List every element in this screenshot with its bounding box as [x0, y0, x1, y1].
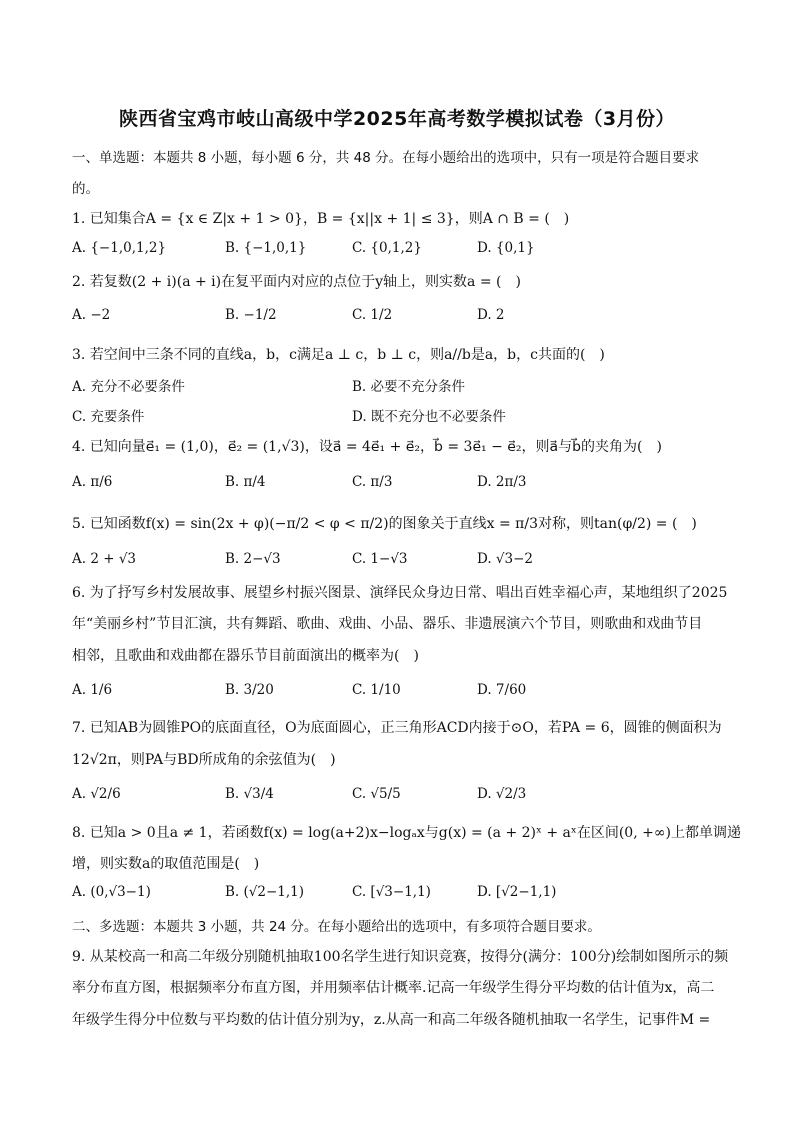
question-6-option-c[interactable]: C. 1/10	[352, 682, 401, 698]
question-1-option-c[interactable]: C. {0,1,2}	[352, 240, 422, 256]
question-6-text-line2: 年“美丽乡村”节目汇演，共有舞蹈、歌曲、戏曲、小品、器乐、非遗展演六个节目，则歌曲和戏曲节目	[72, 616, 703, 632]
question-8-option-c[interactable]: C. [√3−1,1)	[352, 884, 431, 900]
question-2-option-c[interactable]: C. 1/2	[352, 307, 393, 323]
question-9-text-line3: 年级学生得分中位数与平均数的估计值分别为y，z.从高一和高二年级各随机抽取一名学生，记事件M =	[72, 1012, 711, 1028]
question-7-text-line1: 7. 已知AB为圆锥PO的底面直径，O为底面圆心，正三角形ACD内接于⊙O，若PA = 6，圆锥的侧面积为	[72, 720, 722, 736]
question-3-option-b[interactable]: B. 必要不充分条件	[352, 379, 466, 395]
question-7-option-b[interactable]: B. √3/4	[225, 786, 274, 802]
question-7-option-a[interactable]: A. √2/6	[72, 786, 121, 802]
question-8-option-d[interactable]: D. [√2−1,1)	[477, 884, 557, 900]
question-4-text: 4. 已知向量e⃗₁ = (1,0)，e⃗₂ = (1,√3)，设a⃗ = 4e⃗₁ + e⃗₂，b⃗ = 3e⃗₁ − e⃗₂，则a⃗与b⃗的夹角为( )	[72, 439, 662, 455]
question-5-option-a[interactable]: A. 2 + √3	[72, 551, 137, 567]
question-5-option-c[interactable]: C. 1−√3	[352, 551, 408, 567]
question-3-option-c[interactable]: C. 充要条件	[72, 409, 145, 425]
question-3-option-d[interactable]: D. 既不充分也不必要条件	[352, 409, 506, 425]
section-1-heading-line1: 一、单选题：本题共 8 小题，每小题 6 分，共 48 分。在每小题给出的选项中，只有一项是符合题目要求	[72, 150, 700, 166]
exam-title: 陕西省宝鸡市岐山高级中学2025年高考数学模拟试卷（3月份）	[118, 108, 676, 130]
question-4-option-d[interactable]: D. 2π/3	[477, 474, 527, 490]
question-2-text: 2. 若复数(2 + i)(a + i)在复平面内对应的点位于y轴上，则实数a = ( )	[72, 274, 521, 290]
question-8-option-a[interactable]: A. (0,√3−1)	[72, 884, 151, 900]
question-3-text: 3. 若空间中三条不同的直线a，b，c满足a ⊥ c，b ⊥ c，则a//b是a，b，c共面的( )	[72, 347, 605, 363]
question-1-option-d[interactable]: D. {0,1}	[477, 240, 535, 256]
question-1-option-a[interactable]: A. {−1,0,1,2}	[72, 240, 167, 256]
question-9-text-line2: 率分布直方图，根据频率分布直方图，并用频率估计概率.记高一年级学生得分平均数的估计值为x，高二	[72, 980, 715, 996]
question-8-text-line2: 增，则实数a的取值范围是( )	[72, 856, 260, 872]
question-2-option-a[interactable]: A. −2	[72, 307, 111, 323]
question-6-text-line3: 相邻，且歌曲和戏曲都在器乐节目前面演出的概率为( )	[72, 648, 419, 664]
question-4-option-c[interactable]: C. π/3	[352, 474, 393, 490]
question-8-text-line1: 8. 已知a > 0且a ≠ 1，若函数f(x) = log(a+2)x−logₐx与g(x) = (a + 2)ˣ + aˣ在区间(0, +∞)上都单调递	[72, 825, 741, 841]
question-6-option-d[interactable]: D. 7/60	[477, 682, 527, 698]
question-7-option-c[interactable]: C. √5/5	[352, 786, 401, 802]
question-2-option-b[interactable]: B. −1/2	[225, 307, 277, 323]
question-9-text-line1: 9. 从某校高一和高二年级分别随机抽取100名学生进行知识竞赛，按得分(满分：100分)绘制如图所示的频	[72, 949, 729, 965]
question-7-text-line2: 12√2π，则PA与BD所成角的余弦值为( )	[72, 752, 336, 768]
question-1-text: 1. 已知集合A = {x ∈ Z|x + 1 > 0}，B = {x||x + 1| ≤ 3}，则A ∩ B = ( )	[72, 211, 570, 227]
question-4-option-b[interactable]: B. π/4	[225, 474, 266, 490]
section-2-heading: 二、多选题：本题共 3 小题，共 24 分。在每小题给出的选项中，有多项符合题目要求。	[72, 919, 601, 935]
question-5-text: 5. 已知函数f(x) = sin(2x + φ)(−π/2 < φ < π/2)的图象关于直线x = π/3对称，则tan(φ/2) = ( )	[72, 516, 697, 532]
question-6-text-line1: 6. 为了抒写乡村发展故事、展望乡村振兴图景、演绎民众身边日常、唱出百姓幸福心声，某地组织了2025	[72, 585, 728, 601]
question-2-option-d[interactable]: D. 2	[477, 307, 505, 323]
question-7-option-d[interactable]: D. √2/3	[477, 786, 527, 802]
question-5-option-d[interactable]: D. √3−2	[477, 551, 534, 567]
question-6-option-b[interactable]: B. 3/20	[225, 682, 274, 698]
question-3-option-a[interactable]: A. 充分不必要条件	[72, 379, 185, 395]
question-6-option-a[interactable]: A. 1/6	[72, 682, 113, 698]
question-5-option-b[interactable]: B. 2−√3	[225, 551, 281, 567]
section-1-heading-line2: 的。	[72, 181, 99, 197]
question-4-option-a[interactable]: A. π/6	[72, 474, 113, 490]
question-1-option-b[interactable]: B. {−1,0,1}	[225, 240, 307, 256]
question-8-option-b[interactable]: B. (√2−1,1)	[225, 884, 305, 900]
